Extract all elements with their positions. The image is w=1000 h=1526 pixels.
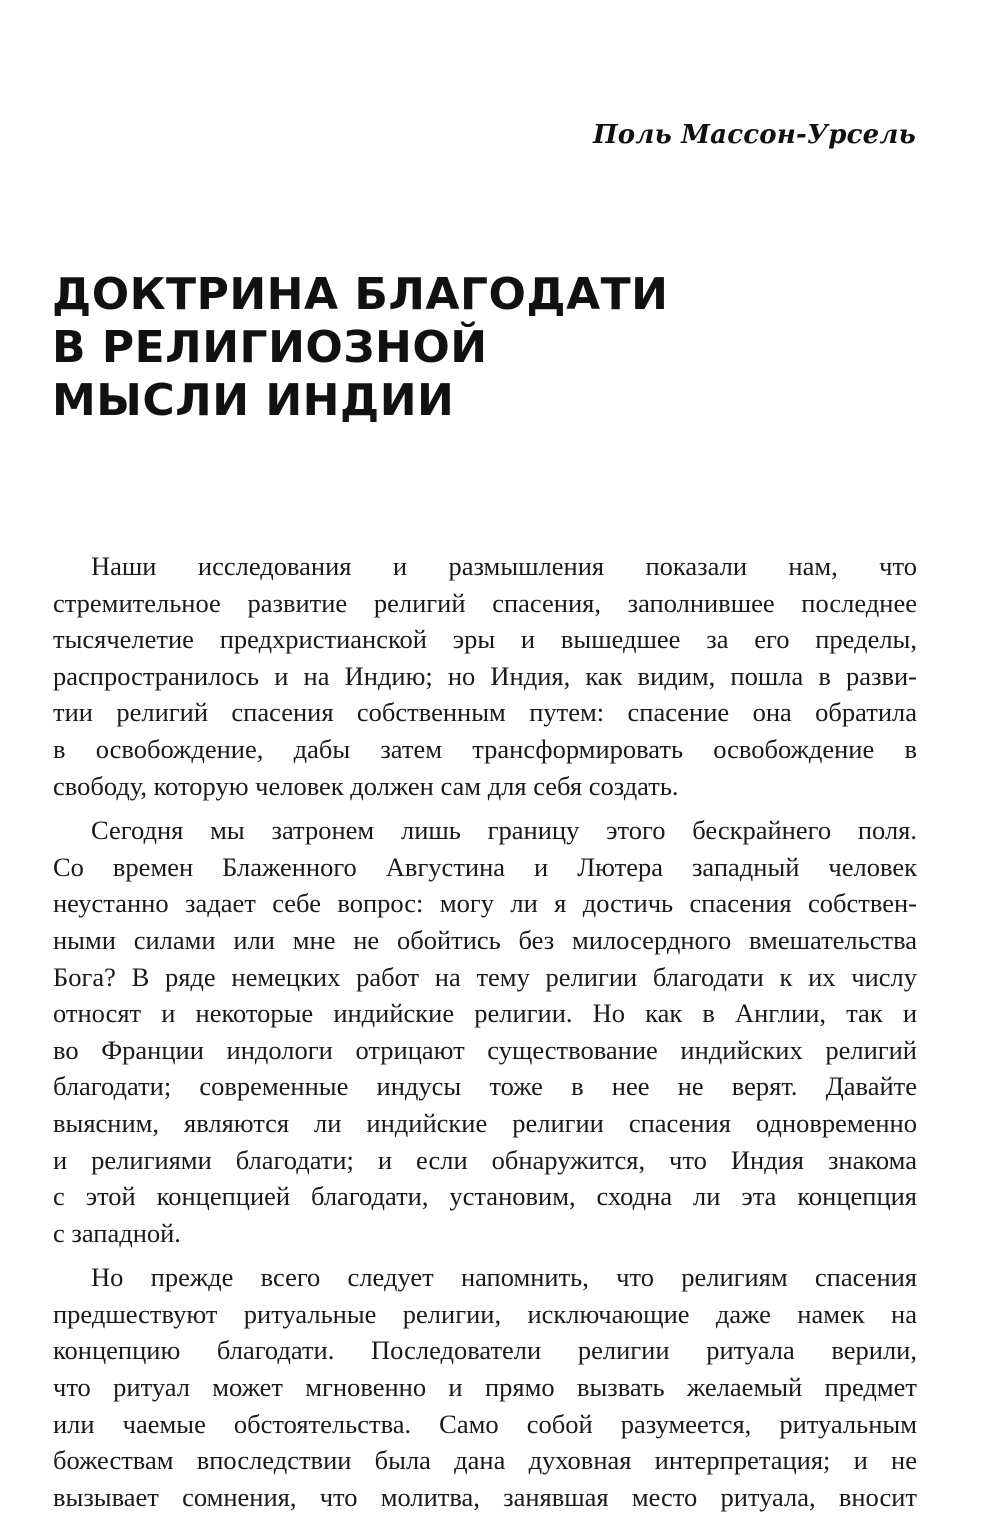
- author-name: Поль Массон-Урсель: [593, 120, 916, 150]
- text-line: с западной.: [53, 1217, 181, 1248]
- text-line: и религиями благодати; и если обнаружится, что Индия знакома: [53, 1144, 917, 1175]
- text-line: в освобождение, дабы затем трансформировать освобождение в: [53, 733, 917, 764]
- chapter-title-line: ДОКТРИНА БЛАГОДАТИ: [52, 269, 669, 320]
- chapter-title-line: В РЕЛИГИОЗНОЙ: [52, 322, 488, 373]
- text-line: тии религий спасения собственным путем: спасение она обратила: [53, 697, 917, 728]
- text-line: благодати; современные индусы тоже в нее не верят. Давайте: [53, 1071, 917, 1102]
- paragraph: [53, 548, 917, 804]
- text-line: Бога? В ряде немецких работ на тему религии благодати к их числу: [53, 961, 917, 992]
- text-line: Со времен Блаженного Августина и Лютера западный человек: [53, 851, 917, 882]
- text-line: с этой концепцией благодати, установим, сходна ли эта концепция: [53, 1181, 917, 1212]
- body-text: [53, 548, 917, 1523]
- text-line: предшествуют ритуальные религии, исключающие даже намек на: [53, 1298, 917, 1329]
- text-line: ными силами или мне не обойтись без милосердного вмешательства: [53, 924, 917, 955]
- text-line: свободу, которую человек должен сам для себя создать.: [53, 770, 679, 801]
- text-line: во Франции индологи отрицают существование индийских религий: [53, 1034, 917, 1065]
- text-line: вызывает сомнения, что молитва, занявшая место ритуала, вносит: [53, 1481, 917, 1512]
- text-line: что ритуал может мгновенно и прямо вызвать желаемый предмет: [53, 1372, 917, 1403]
- text-line: Но прежде всего следует напомнить, что религиям спасения: [91, 1262, 917, 1293]
- text-line: относят и некоторые индийские религии. Но как в Англии, так и: [53, 998, 917, 1029]
- text-line: божествам впоследствии была дана духовная интерпретация; и не: [53, 1445, 917, 1476]
- text-line: или чаемые обстоятельства. Само собой разумеется, ритуальным: [53, 1408, 917, 1439]
- paragraph: [53, 1259, 917, 1515]
- text-line: выясним, являются ли индийские религии спасения одновременно: [53, 1107, 917, 1138]
- text-line: стремительное развитие религий спасения, заполнившее последнее: [53, 587, 917, 618]
- text-line: концепцию благодати. Последователи религии ритуала верили,: [53, 1335, 917, 1366]
- chapter-title: [52, 268, 669, 427]
- text-line: неустанно задает себе вопрос: могу ли я достичь спасения собствен-: [53, 888, 917, 919]
- text-line: Сегодня мы затронем лишь границу этого бескрайнего поля.: [91, 815, 917, 846]
- text-line: тысячелетие предхристианской эры и вышедшее за его пределы,: [53, 624, 917, 655]
- text-line: распространилось и на Индию; но Индия, как видим, пошла в разви-: [53, 660, 917, 691]
- paragraph: [53, 812, 917, 1251]
- chapter-title-line: МЫСЛИ ИНДИИ: [52, 375, 455, 426]
- text-line: Наши исследования и размышления показали нам, что: [91, 551, 917, 581]
